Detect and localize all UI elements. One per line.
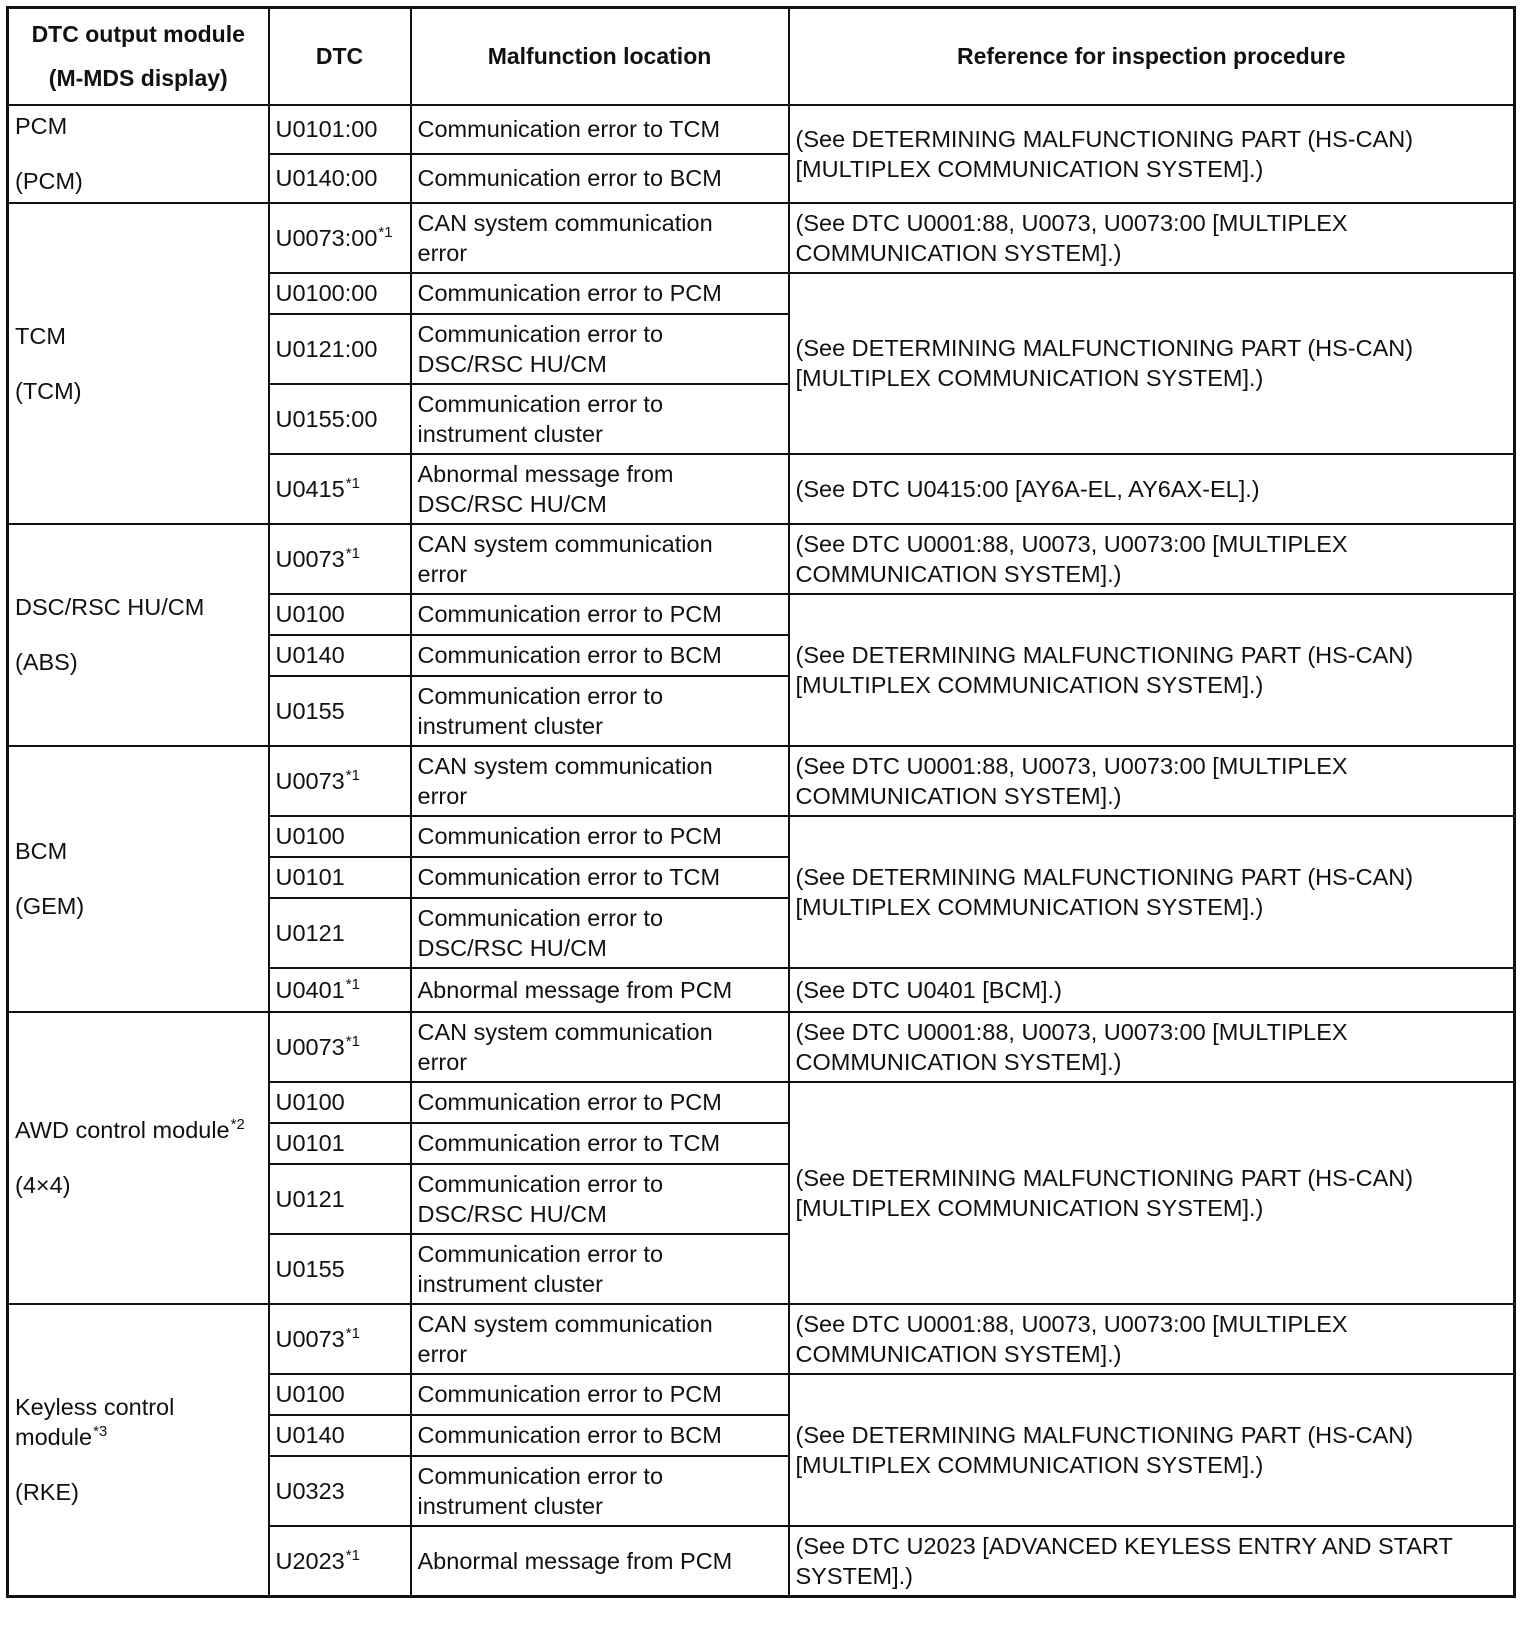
reference-text: (See DTC U0415:00 [AY6A-EL, AY6AX-EL].) — [789, 454, 1515, 524]
malfunction-location: Communication error to DSC/RSC HU/CM — [411, 1164, 789, 1234]
reference-text: (See DETERMINING MALFUNCTIONING PART (HS-CAN) [MULTIPLEX COMMUNICATION SYSTEM].) — [789, 1082, 1515, 1304]
malfunction-location: Communication error to PCM — [411, 1082, 789, 1123]
malfunction-location: Communication error to TCM — [411, 105, 789, 154]
reference-text: (See DTC U0001:88, U0073, U0073:00 [MULTIPLEX COMMUNICATION SYSTEM].) — [789, 203, 1515, 273]
dtc-code: U2023$^{*1}$ — [269, 1526, 411, 1597]
malfunction-location: CAN system communication error — [411, 203, 789, 273]
footnote-mark: *1 — [345, 1032, 360, 1050]
dtc-code: U0073$^{*1}$ — [269, 1304, 411, 1374]
malfunction-location: Communication error to DSC/RSC HU/CM — [411, 314, 789, 384]
dtc-code: U0323 — [269, 1456, 411, 1526]
malfunction-location: Communication error to PCM — [411, 816, 789, 857]
dtc-code: U0073$^{*1}$ — [269, 746, 411, 816]
table-row — [8, 746, 1515, 816]
dtc-code: U0155 — [269, 676, 411, 746]
dtc-code: U0415$^{*1}$ — [269, 454, 411, 524]
malfunction-location: Communication error to instrument cluster — [411, 1234, 789, 1304]
module-awd: AWD control module$^{*2}$ (4×4) — [8, 1012, 269, 1304]
reference-text: (See DTC U0001:88, U0073, U0073:00 [MULTIPLEX COMMUNICATION SYSTEM].) — [789, 524, 1515, 594]
module-dsc: DSC/RSC HU/CM (ABS) — [8, 524, 269, 746]
module-keyless: Keyless control module$^{*3}$ (RKE) — [8, 1304, 269, 1597]
malfunction-location: Abnormal message from PCM — [411, 1526, 789, 1597]
malfunction-location: Communication error to instrument cluster — [411, 384, 789, 454]
dtc-code: U0073$^{*1}$ — [269, 524, 411, 594]
dtc-code: U0140 — [269, 635, 411, 676]
malfunction-location: Communication error to instrument cluster — [411, 1456, 789, 1526]
dtc-code: U0100:00 — [269, 273, 411, 314]
footnote-mark: *1 — [345, 1546, 360, 1564]
reference-text: (See DETERMINING MALFUNCTIONING PART (HS-CAN) [MULTIPLEX COMMUNICATION SYSTEM].) — [789, 816, 1515, 968]
malfunction-location: CAN system communication error — [411, 1012, 789, 1082]
dtc-code: U0121 — [269, 898, 411, 968]
table-row — [8, 1012, 1515, 1082]
malfunction-location: CAN system communication error — [411, 1304, 789, 1374]
dtc-code: U0100 — [269, 1374, 411, 1415]
footnote-mark: *1 — [345, 766, 360, 784]
dtc-code: U0101:00 — [269, 105, 411, 154]
table-row — [8, 203, 1515, 273]
malfunction-location: Communication error to BCM — [411, 1415, 789, 1456]
dtc-code: U0155 — [269, 1234, 411, 1304]
dtc-table-container — [6, 6, 1516, 1598]
header-dtc: DTC — [269, 8, 411, 105]
table-row — [8, 105, 1515, 154]
module-pcm: PCM (PCM) — [8, 105, 269, 203]
table-row — [8, 524, 1515, 594]
malfunction-location: Communication error to DSC/RSC HU/CM — [411, 898, 789, 968]
header-location: Malfunction location — [411, 8, 789, 105]
malfunction-location: Communication error to BCM — [411, 154, 789, 203]
reference-text: (See DETERMINING MALFUNCTIONING PART (HS-CAN) [MULTIPLEX COMMUNICATION SYSTEM].) — [789, 594, 1515, 746]
malfunction-location: Communication error to PCM — [411, 273, 789, 314]
dtc-code: U0100 — [269, 816, 411, 857]
reference-text: (See DETERMINING MALFUNCTIONING PART (HS-CAN) [MULTIPLEX COMMUNICATION SYSTEM].) — [789, 273, 1515, 454]
dtc-code: U0121:00 — [269, 314, 411, 384]
reference-text: (See DTC U0001:88, U0073, U0073:00 [MULTIPLEX COMMUNICATION SYSTEM].) — [789, 1304, 1515, 1374]
reference-text: (See DTC U0401 [BCM].) — [789, 968, 1515, 1012]
dtc-code: U0100 — [269, 594, 411, 635]
footnote-mark: *1 — [345, 975, 360, 993]
dtc-code: U0140:00 — [269, 154, 411, 203]
reference-text: (See DTC U0001:88, U0073, U0073:00 [MULTIPLEX COMMUNICATION SYSTEM].) — [789, 1012, 1515, 1082]
footnote-mark: *1 — [345, 544, 360, 562]
dtc-code: U0121 — [269, 1164, 411, 1234]
footnote-mark: *1 — [345, 1324, 360, 1342]
dtc-table — [6, 6, 1516, 1598]
footnote-mark: *3 — [93, 1423, 108, 1441]
malfunction-location: Communication error to instrument cluster — [411, 676, 789, 746]
malfunction-location: Communication error to TCM — [411, 857, 789, 898]
table-header-row — [8, 8, 1515, 105]
dtc-code: U0401$^{*1}$ — [269, 968, 411, 1012]
header-reference: Reference for inspection procedure — [789, 8, 1515, 105]
malfunction-location: CAN system communication error — [411, 746, 789, 816]
header-module: DTC output module (M-MDS display) — [8, 8, 269, 105]
module-tcm: TCM (TCM) — [8, 203, 269, 524]
reference-text: (See DTC U2023 [ADVANCED KEYLESS ENTRY AND START SYSTEM].) — [789, 1526, 1515, 1597]
dtc-code: U0155:00 — [269, 384, 411, 454]
dtc-code: U0073:00$^{*1}$ — [269, 203, 411, 273]
footnote-mark: *2 — [230, 1116, 245, 1134]
malfunction-location: Communication error to PCM — [411, 594, 789, 635]
malfunction-location: Abnormal message from PCM — [411, 968, 789, 1012]
reference-text: (See DETERMINING MALFUNCTIONING PART (HS-CAN) [MULTIPLEX COMMUNICATION SYSTEM].) — [789, 105, 1515, 203]
malfunction-location: Communication error to TCM — [411, 1123, 789, 1164]
table-row — [8, 1304, 1515, 1374]
dtc-code: U0101 — [269, 1123, 411, 1164]
reference-text: (See DTC U0001:88, U0073, U0073:00 [MULTIPLEX COMMUNICATION SYSTEM].) — [789, 746, 1515, 816]
dtc-code: U0101 — [269, 857, 411, 898]
malfunction-location: Communication error to BCM — [411, 635, 789, 676]
malfunction-location: CAN system communication error — [411, 524, 789, 594]
dtc-code: U0100 — [269, 1082, 411, 1123]
dtc-code: U0073$^{*1}$ — [269, 1012, 411, 1082]
dtc-code: U0140 — [269, 1415, 411, 1456]
malfunction-location: Abnormal message from DSC/RSC HU/CM — [411, 454, 789, 524]
module-bcm: BCM (GEM) — [8, 746, 269, 1012]
footnote-mark: *1 — [378, 223, 393, 241]
reference-text: (See DETERMINING MALFUNCTIONING PART (HS-CAN) [MULTIPLEX COMMUNICATION SYSTEM].) — [789, 1374, 1515, 1526]
footnote-mark: *1 — [345, 474, 360, 492]
malfunction-location: Communication error to PCM — [411, 1374, 789, 1415]
